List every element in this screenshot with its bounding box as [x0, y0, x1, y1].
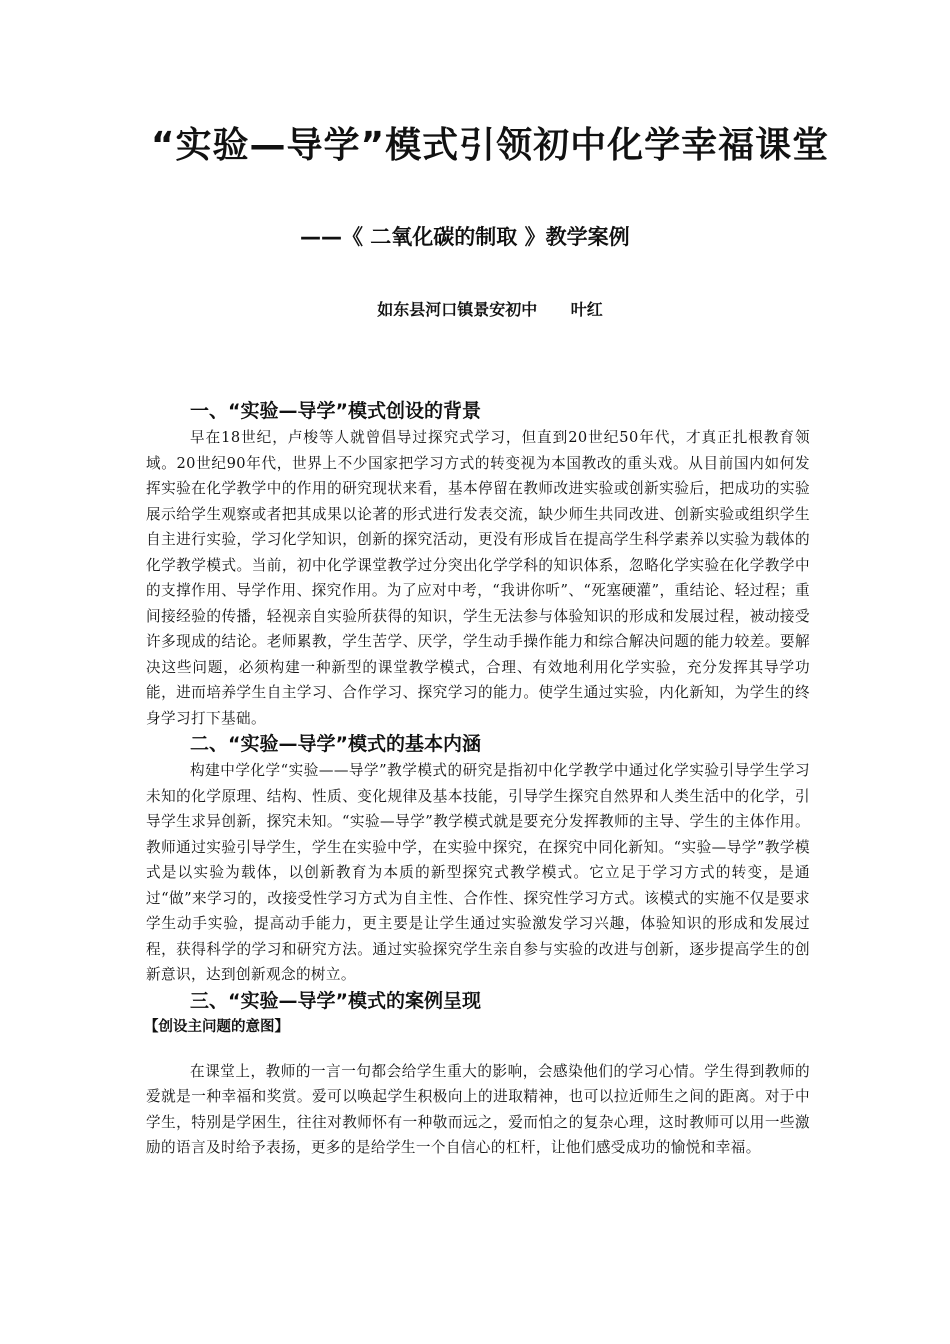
bracket-label: 【创设主问题的意图】 [144, 1018, 289, 1035]
section-connotation [146, 731, 810, 988]
section-paragraph: 早在18世纪，卢梭等人就曾倡导过探究式学习，但直到20世纪50年代，才真正扎根教育领域。20世纪90年代，世界上不少国家把学习方式的转变视为本国教改的重头戏。从目前国内如何发挥实验在化学教学中的作用的研究现状来看，基本停留在教师改进实验或创新实验后，把成功的实验展示给学生观察或者把其成果以论著的形式进行发表交流，缺少师生共同改进、创新实验或组织学生自主进行实验，学习化学知识，创新的探究活动，更没有形成旨在提高学生科学素养以实验为载体的化学教学模式。当前，初中化学课堂教学过分突出化学学科的知识体系，忽略化学实验在化学教学中的支撑作用、导学作用、探究作用。为了应对中考，“我讲你听”、“死塞硬灌”，重结论、轻过程；重间接经验的传播，轻视亲自实验所获得的知识，学生无法参与体验知识的形成和发展过程，被动接受许多现成的结论。老师累教，学生苦学、厌学，学生动手操作能力和综合解决问题的能力较差。要解决这些问题，必须构建一种新型的课堂教学模式，合理、有效地利用化学实验，充分发挥其导学功能，进而培养学生自主学习、合作学习、探究学习的能力。使学生通过实验，内化新知，为学生的终身学习打下基础。 [146, 429, 810, 727]
section-paragraph: 构建中学化学“实验——导学”教学模式的研究是指初中化学教学中通过化学实验引导学生学习未知的化学原理、结构、性质、变化规律及基本技能，引导学生探究自然界和人类生活中的化学，引导学生求异创新，探究未知。“实验—导学”教学模式就是要充分发挥教师的主导、学生的主体作用。教师通过实验引导学生，学生在实验中学，在实验中探究，在探究中同化新知。“实验—导学”教学模式是以实验为载体，以创新教育为本质的新型探究式教学模式。它立足于学习方式的转变，是通过“做”来学习的，改接受性学习方式为自主性、合作性、探究性学习方式。该模式的实施不仅是要求学生动手实验，提高动手能力，更主要是让学生通过实验激发学习兴趣，体验知识的形成和发展过程，获得科学的学习和研究方法。通过实验探究学生亲自参与实验的改进与创新，逐步提高学生的创新意识，达到创新观念的树立。 [146, 762, 810, 983]
document-title: “实验—导学”模式引领初中化学幸福课堂 [150, 125, 830, 166]
section-case [146, 988, 810, 1161]
section-background [146, 398, 810, 731]
document-body [146, 398, 810, 1161]
document-subtitle: ——《 二氧化碳的制取 》教学案例 [300, 225, 630, 249]
section-heading: 二、“实验—导学”模式的基本内涵 [190, 733, 481, 755]
section-heading: 三、“实验—导学”模式的案例呈现 [190, 989, 481, 1012]
section-heading: 一、“实验—导学”模式创设的背景 [190, 400, 481, 422]
section-paragraph: 在课堂上，教师的一言一句都会给学生重大的影响，会感染他们的学习心情。学生得到教师的爱就是一种幸福和奖赏。爱可以唤起学生积极向上的进取精神，也可以拉近师生之间的距离。对于中学生，特别是学困生，往往对教师怀有一种敬而远之，爱而怕之的复杂心理，这时教师可以用一些激励的语言及时给予表扬，更多的是给学生一个自信心的杠杆，让他们感受成功的愉悦和幸福。 [146, 1062, 810, 1156]
author-line: 如东县河口镇景安初中 叶红 [377, 300, 603, 319]
